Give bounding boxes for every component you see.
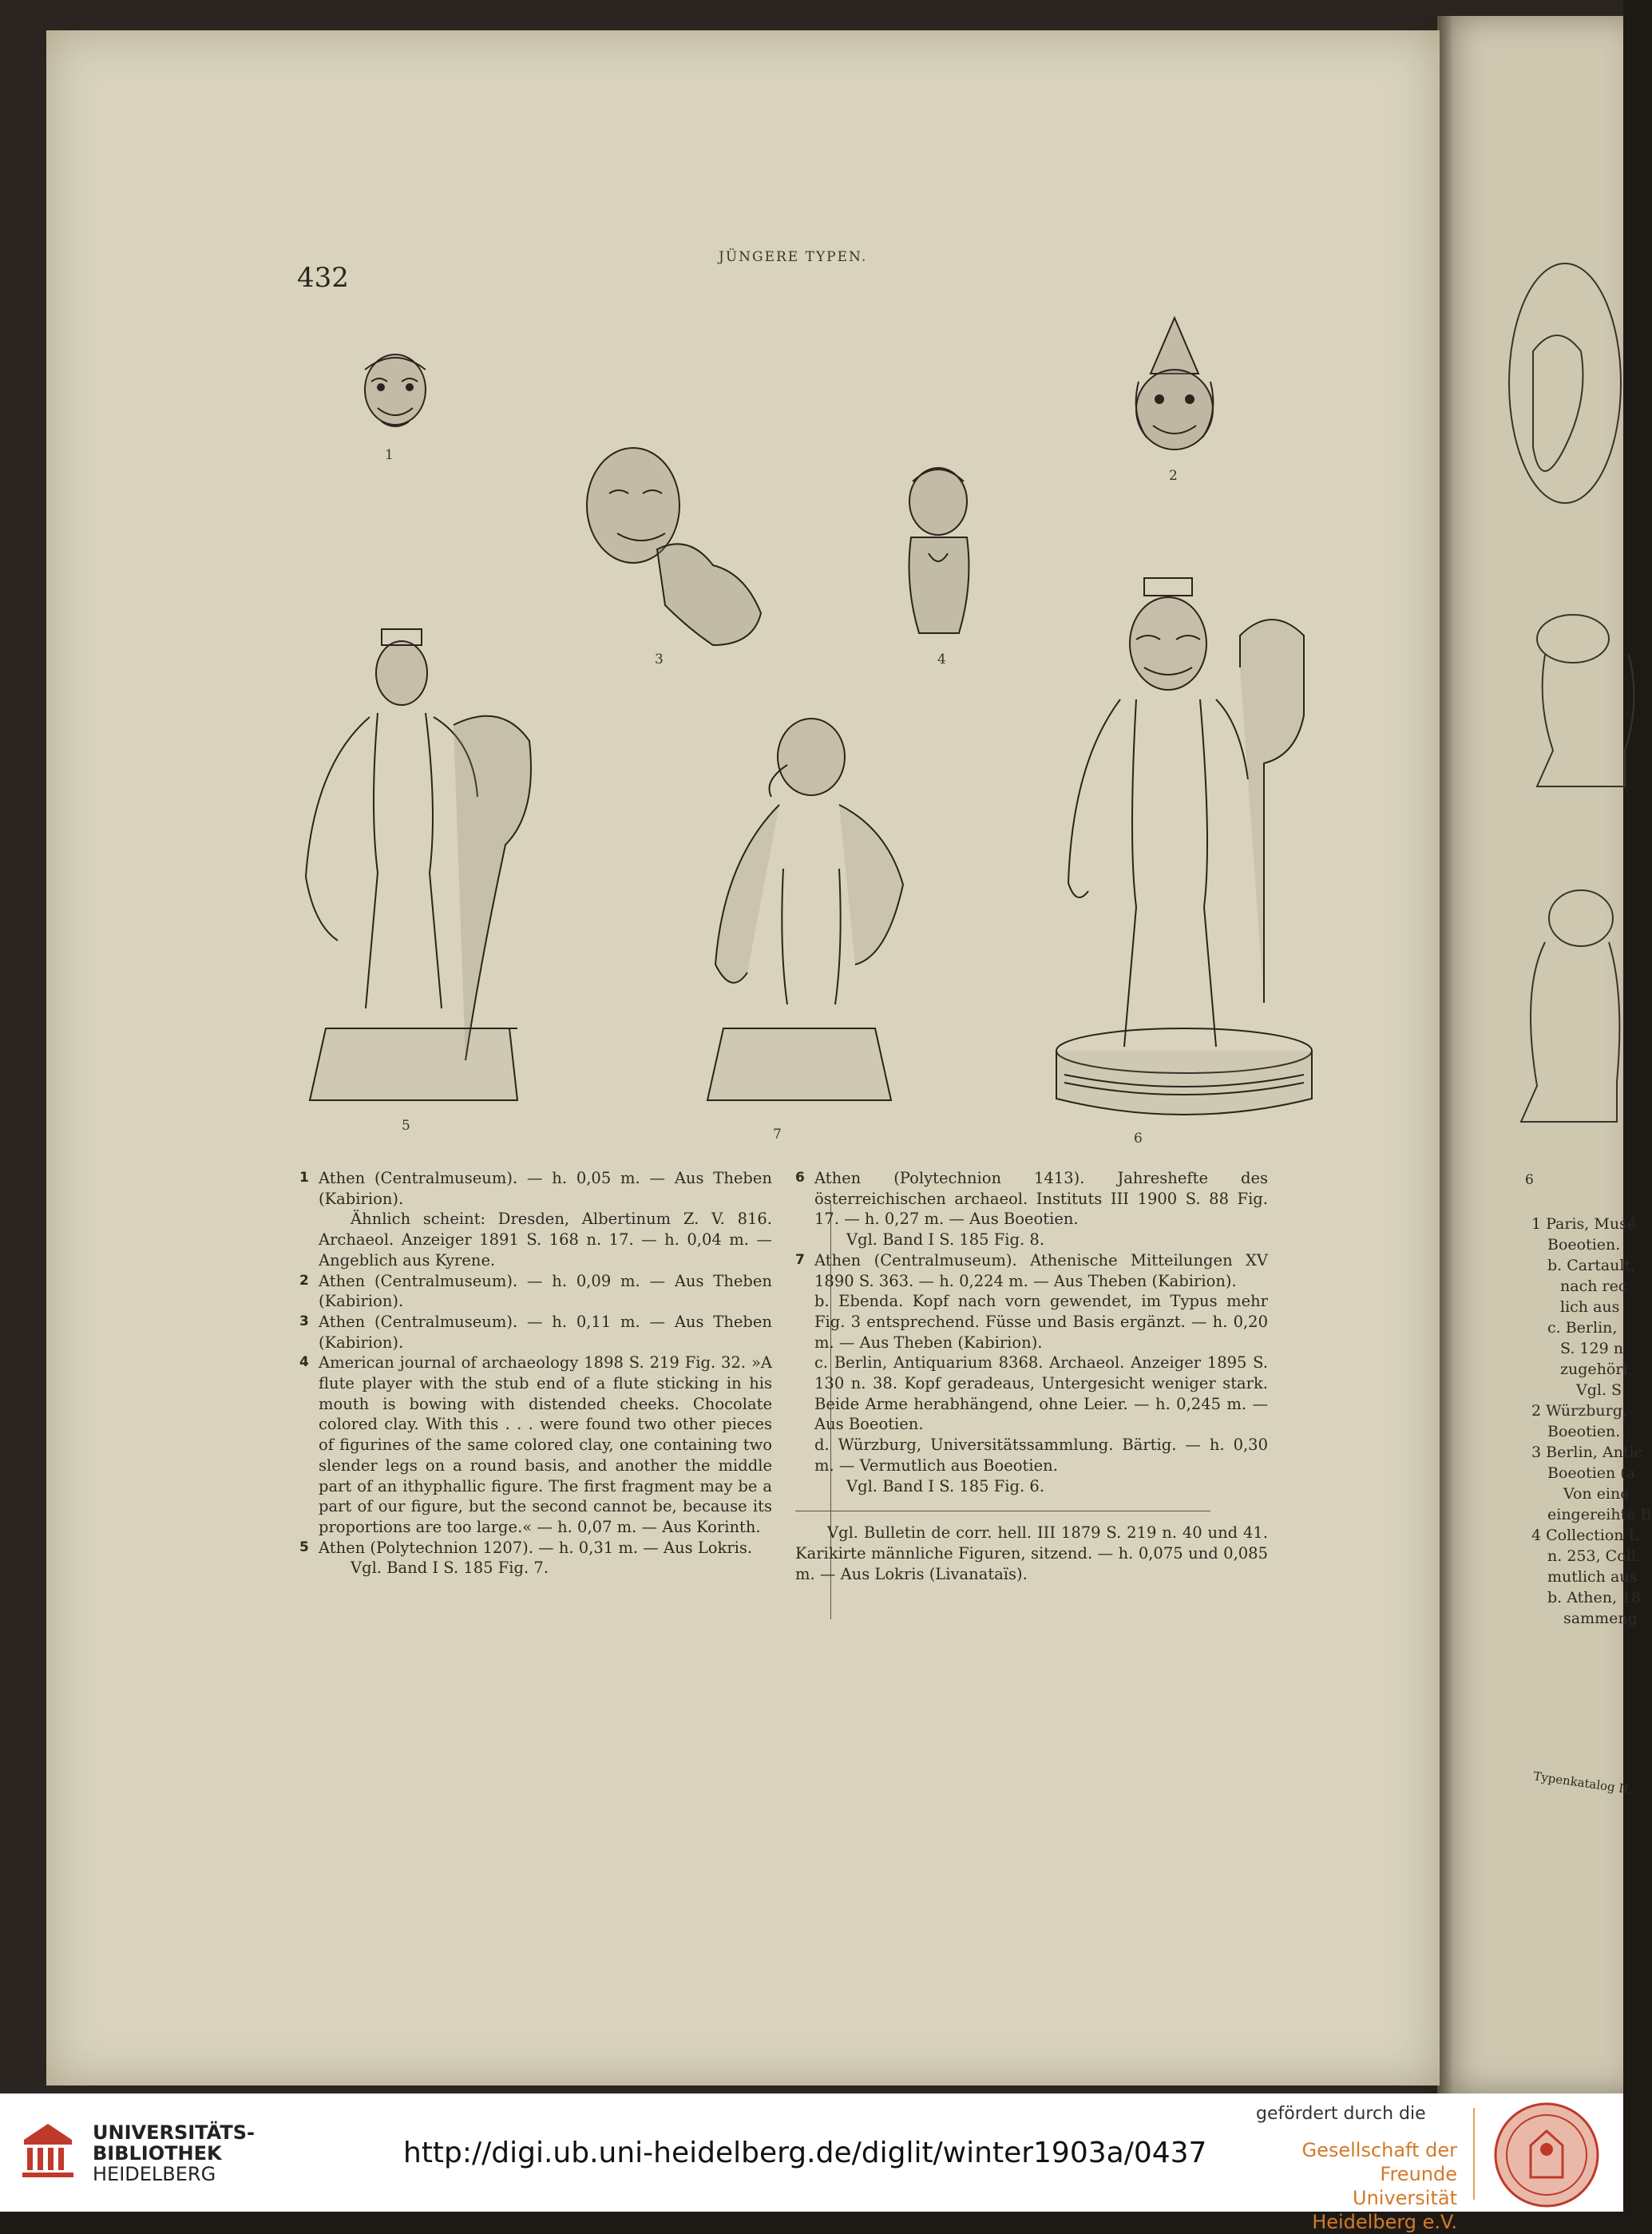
facing-page-figures xyxy=(1437,16,1623,1214)
entry-number: 1 xyxy=(299,1170,309,1186)
figure-2 xyxy=(1123,310,1226,485)
entry-6 xyxy=(795,1168,1268,1230)
entry-2 xyxy=(299,1271,772,1312)
entry-text: American journal of archaeology 1898 S. 219 Fig. 32. »A flute player with the stub end of a flute sticking in his mouth is bowing with distended cheeks. Chocolate colored clay. With this . . . were found two other pieces of figurines of the same colored clay, one containing two slender legs on a round basis, and another the middle part of an ithyphallic figure. The first fragment may be a part of our figure, but the second cannot be, because its proportions are too large.« — h. 0,07 m. — Aus Korinth. xyxy=(319,1353,772,1536)
figure-5 xyxy=(294,613,557,1108)
book-page xyxy=(46,30,1440,2085)
entry-text: Athen (Centralmuseum). Athenische Mitteilungen XV 1890 S. 363. — h. 0,224 m. — Aus Theben (Kabirion). xyxy=(814,1250,1268,1290)
figure-5-label: 5 xyxy=(402,1118,410,1134)
entry-number: 5 xyxy=(299,1539,309,1555)
catalogue-left-column xyxy=(299,1168,772,1578)
figure-2-label: 2 xyxy=(1169,468,1178,484)
entry-text: Athen (Centralmuseum). — h. 0,11 m. — Aus Theben (Kabirion). xyxy=(319,1312,772,1352)
figure-3-label: 3 xyxy=(655,652,664,667)
entry-7-note: Vgl. Band I S. 185 Fig. 6. xyxy=(846,1476,1045,1495)
entry-5-note: Vgl. Band I S. 185 Fig. 7. xyxy=(351,1559,549,1578)
entry-3 xyxy=(299,1312,772,1353)
running-title: JÜNGERE TYPEN. xyxy=(719,249,868,265)
entry-7b: b. Ebenda. Kopf nach vorn gewendet, im Typus mehr Fig. 3 entsprechend. Füsse und Basis ergänzt. — h. 0,20 m. — Aus Theben (Kabirion). xyxy=(814,1292,1268,1352)
entry-number: 3 xyxy=(299,1313,309,1329)
sponsor-intro: gefördert durch die xyxy=(1256,2104,1426,2124)
figure-7-drawing xyxy=(699,709,907,1108)
entry-number: 2 xyxy=(299,1272,309,1289)
entry-7c: c. Berlin, Antiquarium 8368. Archaeol. Anzeiger 1895 S. 130 n. 38. Kopf geradeaus, Untergesicht weniger stark. Beide Arme herabhängend, ohne Leier. — h. 0,245 m. — Aus Boeotien. xyxy=(814,1353,1268,1434)
figure-2-drawing xyxy=(1123,310,1226,485)
figure-6-label: 6 xyxy=(1134,1131,1143,1147)
footnote: Vgl. Bulletin de corr. hell. III 1879 S. 219 n. 40 und 41. Karikirte männliche Figuren, sitzend. — h. 0,075 und 0,085 m. — Aus Lokris (Livanataïs). xyxy=(795,1523,1268,1583)
figure-6-drawing xyxy=(1040,564,1328,1123)
figure-3-drawing xyxy=(577,438,785,653)
entry-6-note: Vgl. Band I S. 185 Fig. 8. xyxy=(846,1230,1045,1250)
facing-page xyxy=(1437,16,1652,2093)
figure-1-drawing xyxy=(354,346,442,450)
entry-text: Athen (Centralmuseum). — h. 0,05 m. — Aus Theben (Kabirion). xyxy=(319,1169,772,1208)
sponsor-name[interactable]: Gesellschaft der Freunde Universität Heidelberg e.V. xyxy=(1301,2139,1457,2233)
figure-5-drawing xyxy=(294,613,557,1108)
entry-1 xyxy=(299,1168,772,1209)
entry-text: Athen (Polytechnion 1207). — h. 0,31 m. — Aus Lokris. xyxy=(319,1538,753,1557)
entry-7d: d. Würzburg, Universitätssammlung. Bärtig. — h. 0,30 m. — Vermutlich aus Boeotien. xyxy=(814,1436,1268,1475)
entry-number: 4 xyxy=(299,1354,309,1371)
figure-3 xyxy=(577,438,785,653)
page-number: 432 xyxy=(297,262,349,294)
figure-4 xyxy=(897,457,984,653)
figure-4-label: 4 xyxy=(937,652,946,667)
library-name: UNIVERSITÄTS- BIBLIOTHEK HEIDELBERG xyxy=(93,2121,256,2185)
entry-number: 6 xyxy=(795,1170,805,1186)
entry-1-note: Ähnlich scheint: Dresden, Albertinum Z. V. 816. Archaeol. Anzeiger 1891 S. 168 n. 17. — h. 0,04 m. — Angeblich aus Kyrene. xyxy=(319,1210,772,1269)
figure-1-label: 1 xyxy=(385,447,394,463)
entry-text: Athen (Centralmuseum). — h. 0,09 m. — Aus Theben (Kabirion). xyxy=(319,1271,772,1311)
facing-page-text: 1 Paris, Musé Boeotien. b. Cartault, nach rec lich aus c. Berlin, S. 129 n zugehöri Vgl. S 2 Würzburg, Boeotien. 3 Berlin, Antic Boeotien (a Von eine eingereihte B 4 Collection L n. 253, Coll. mutlich aus b. Athen, 18 sammeng xyxy=(1531,1215,1652,1627)
figure-1 xyxy=(354,346,442,450)
figure-4-drawing xyxy=(897,457,984,653)
entry-4 xyxy=(299,1353,772,1537)
entry-7 xyxy=(795,1250,1268,1291)
footer-divider xyxy=(1473,2108,1475,2200)
entry-5 xyxy=(299,1538,772,1559)
facing-fig-label: 6 xyxy=(1525,1172,1534,1188)
figure-7-label: 7 xyxy=(773,1127,782,1143)
permalink-url[interactable]: http://digi.ub.uni-heidelberg.de/diglit/winter1903a/0437 xyxy=(403,2137,1207,2169)
library-logo-icon[interactable] xyxy=(16,2112,84,2183)
catalogue-right-column xyxy=(795,1168,1268,1584)
entry-number: 7 xyxy=(795,1251,805,1268)
facing-signature: Typenkatalog II. xyxy=(1532,1769,1634,1797)
figure-7 xyxy=(699,709,907,1108)
figure-6 xyxy=(1040,564,1328,1123)
entry-text: Athen (Polytechnion 1413). Jahreshefte des österreichischen archaeol. Instituts III 1900 S. 88 Fig. 17. — h. 0,27 m. — Aus Boeotien. xyxy=(814,1169,1268,1229)
university-seal-icon xyxy=(1493,2101,1601,2212)
